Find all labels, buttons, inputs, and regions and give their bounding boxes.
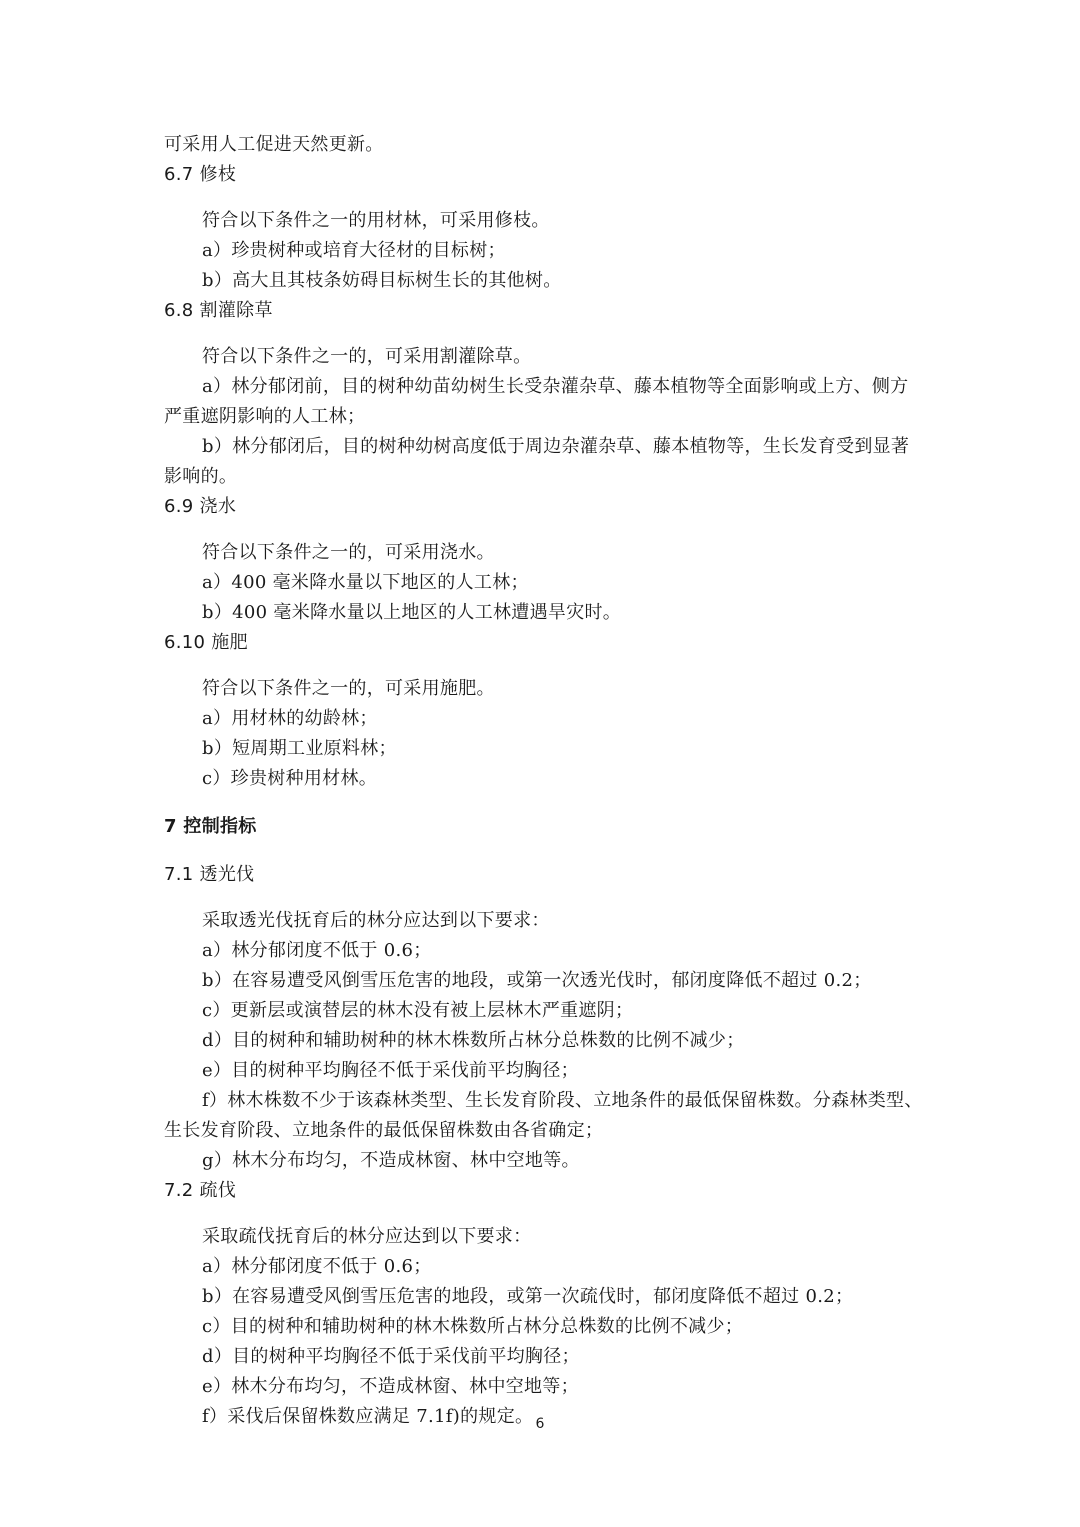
paragraph: b）林分郁闭后，目的树种幼树高度低于周边杂灌杂草、藤本植物等，生长发育受到显著影响的。 bbox=[164, 436, 910, 487]
paragraph: a）400 毫米降水量以下地区的人工林； bbox=[202, 572, 529, 593]
paragraph: f）林木株数不少于该森林类型、生长发育阶段、立地条件的最低保留株数。分森林类型、生长发育阶段、立地条件的最低保留株数由各省确定； bbox=[164, 1090, 923, 1141]
paragraph: a）林分郁闭度不低于 0.6； bbox=[202, 940, 432, 961]
subsection-heading: 7.1 透光伐 bbox=[164, 864, 255, 885]
section-heading: 7 控制指标 bbox=[164, 816, 257, 837]
paragraph: b）高大且其枝条妨碍目标树生长的其他树。 bbox=[202, 270, 562, 291]
paragraph: b）在容易遭受风倒雪压危害的地段，或第一次疏伐时，郁闭度降低不超过 0.2； bbox=[202, 1286, 854, 1307]
subsection-heading: 6.8 割灌除草 bbox=[164, 300, 273, 321]
paragraph: g）林木分布均匀，不造成林窗、林中空地等。 bbox=[202, 1150, 580, 1171]
paragraph: a）用材林的幼龄林； bbox=[202, 708, 378, 729]
paragraph: 符合以下条件之一的，可采用施肥。 bbox=[202, 678, 495, 699]
paragraph: c）目的树种和辅助树种的林木株数所占林分总株数的比例不减少； bbox=[202, 1316, 744, 1337]
paragraph: 符合以下条件之一的用材林，可采用修枝。 bbox=[202, 210, 550, 231]
page-number: 6 bbox=[535, 1416, 545, 1432]
subsection-heading: 6.9 浇水 bbox=[164, 496, 237, 517]
paragraph: 采取疏伐抚育后的林分应达到以下要求： bbox=[202, 1226, 532, 1247]
paragraph: c）珍贵树种用材林。 bbox=[202, 768, 378, 789]
paragraph: 可采用人工促进天然更新。 bbox=[164, 134, 384, 155]
paragraph: a）林分郁闭前，目的树种幼苗幼树生长受杂灌杂草、藤本植物等全面影响或上方、侧方严重遮阴影响的人工林； bbox=[164, 376, 909, 427]
paragraph: 符合以下条件之一的，可采用割灌除草。 bbox=[202, 346, 532, 367]
paragraph: b）400 毫米降水量以上地区的人工林遭遇旱灾时。 bbox=[202, 602, 622, 623]
paragraph: 符合以下条件之一的，可采用浇水。 bbox=[202, 542, 495, 563]
paragraph: b）短周期工业原料林； bbox=[202, 738, 397, 759]
paragraph: d）目的树种平均胸径不低于采伐前平均胸径； bbox=[202, 1346, 580, 1367]
paragraph: e）林木分布均匀，不造成林窗、林中空地等； bbox=[202, 1376, 579, 1397]
subsection-heading: 6.7 修枝 bbox=[164, 164, 237, 185]
subsection-heading: 7.2 疏伐 bbox=[164, 1180, 237, 1201]
subsection-heading: 6.10 施肥 bbox=[164, 632, 248, 653]
paragraph: a）珍贵树种或培育大径材的目标树； bbox=[202, 240, 506, 261]
document-body bbox=[164, 130, 924, 1432]
paragraph: 采取透光伐抚育后的林分应达到以下要求： bbox=[202, 910, 550, 931]
paragraph: d）目的树种和辅助树种的林木株数所占林分总株数的比例不减少； bbox=[202, 1030, 745, 1051]
paragraph: a）林分郁闭度不低于 0.6； bbox=[202, 1256, 432, 1277]
paragraph: e）目的树种平均胸径不低于采伐前平均胸径； bbox=[202, 1060, 579, 1081]
paragraph: c）更新层或演替层的林木没有被上层林木严重遮阴； bbox=[202, 1000, 634, 1021]
paragraph: b）在容易遭受风倒雪压危害的地段，或第一次透光伐时，郁闭度降低不超过 0.2； bbox=[202, 970, 872, 991]
paragraph: f）采伐后保留株数应满足 7.1f)的规定。 bbox=[202, 1406, 534, 1427]
